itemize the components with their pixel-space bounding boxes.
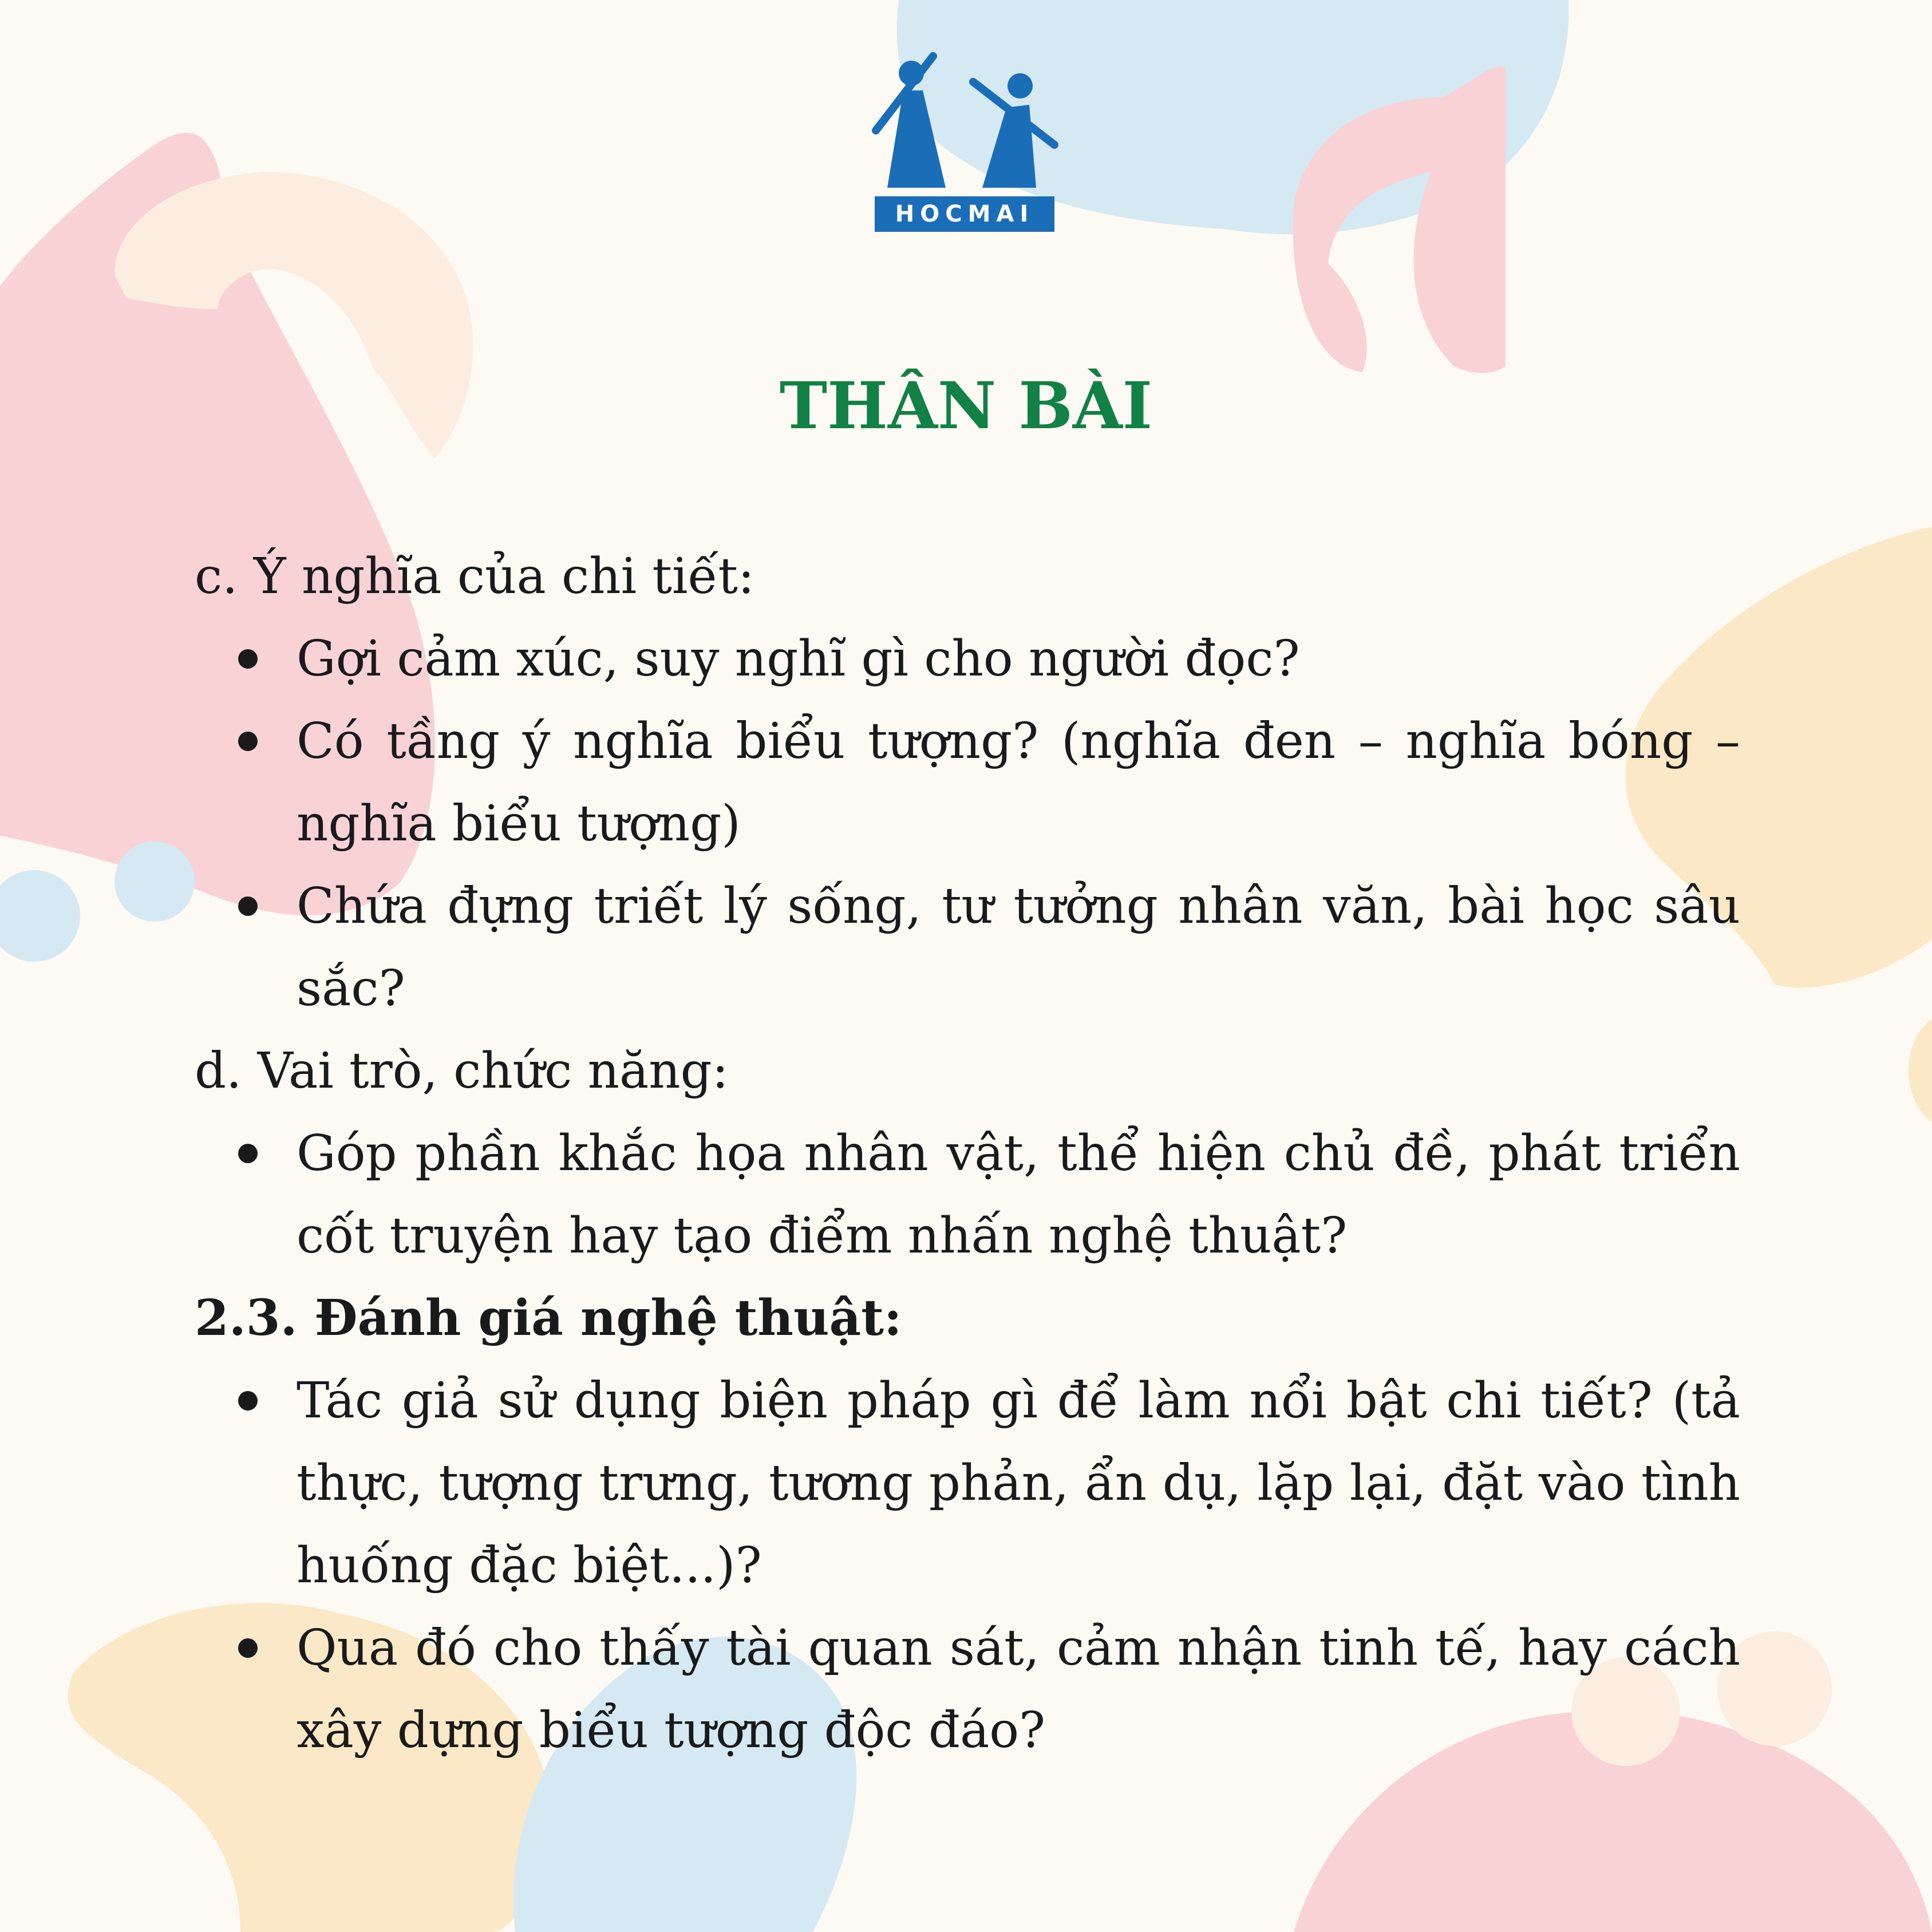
bullet-icon xyxy=(238,732,258,751)
blue-dot-left xyxy=(0,870,80,962)
yellow-blob-right-edge xyxy=(1909,1019,1932,1122)
section-heading: d. Vai trò, chức năng: xyxy=(195,1042,729,1100)
bullet-icon xyxy=(238,1391,258,1411)
hocmai-logo xyxy=(870,50,1059,234)
list-item xyxy=(297,1112,1740,1277)
page-title: THÂN BÀI xyxy=(779,369,1153,444)
bullet-icon xyxy=(238,1638,258,1658)
bullet-list xyxy=(195,618,1740,1030)
list-item xyxy=(297,1607,1740,1772)
bullet-icon xyxy=(238,896,258,916)
main-content xyxy=(195,535,1740,1772)
list-item-text: Có tầng ý nghĩa biểu tượng? (nghĩa đen – nghĩa bóng – nghĩa biểu tượng) xyxy=(297,713,1740,852)
section-heading: c. Ý nghĩa của chi tiết: xyxy=(195,548,754,605)
list-item-text: Gợi cảm xúc, suy nghĩ gì cho người đọc? xyxy=(297,630,1300,688)
logo-text: HOCMAI xyxy=(895,201,1034,227)
list-item-text: Tác giả sử dụng biện pháp gì để làm nổi bật chi tiết? (tả thực, tượng trưng, tương phản, ẩn dụ, lặp lại, đặt vào tình huống đặc biệt...)? xyxy=(297,1372,1740,1594)
bullet-list xyxy=(195,1112,1740,1277)
list-item xyxy=(297,865,1740,1030)
list-item xyxy=(297,618,1740,700)
blue-dot-left-2 xyxy=(114,841,195,922)
section-heading: 2.3. Đánh giá nghệ thuật: xyxy=(195,1289,902,1347)
list-item-text: Chứa đựng triết lý sống, tư tưởng nhân văn, bài học sâu sắc? xyxy=(297,878,1740,1017)
list-item xyxy=(297,1360,1740,1607)
bullet-list xyxy=(195,1360,1740,1772)
list-item-text: Góp phần khắc họa nhân vật, thể hiện chủ đề, phát triển cốt truyện hay tạo điểm nhấn nghệ thuật? xyxy=(297,1125,1740,1265)
bullet-icon xyxy=(238,1144,258,1163)
list-item-text: Qua đó cho thấy tài quan sát, cảm nhận tinh tế, hay cách xây dựng biểu tượng độc đáo? xyxy=(297,1619,1740,1759)
bullet-icon xyxy=(238,649,258,669)
list-item xyxy=(297,700,1740,865)
